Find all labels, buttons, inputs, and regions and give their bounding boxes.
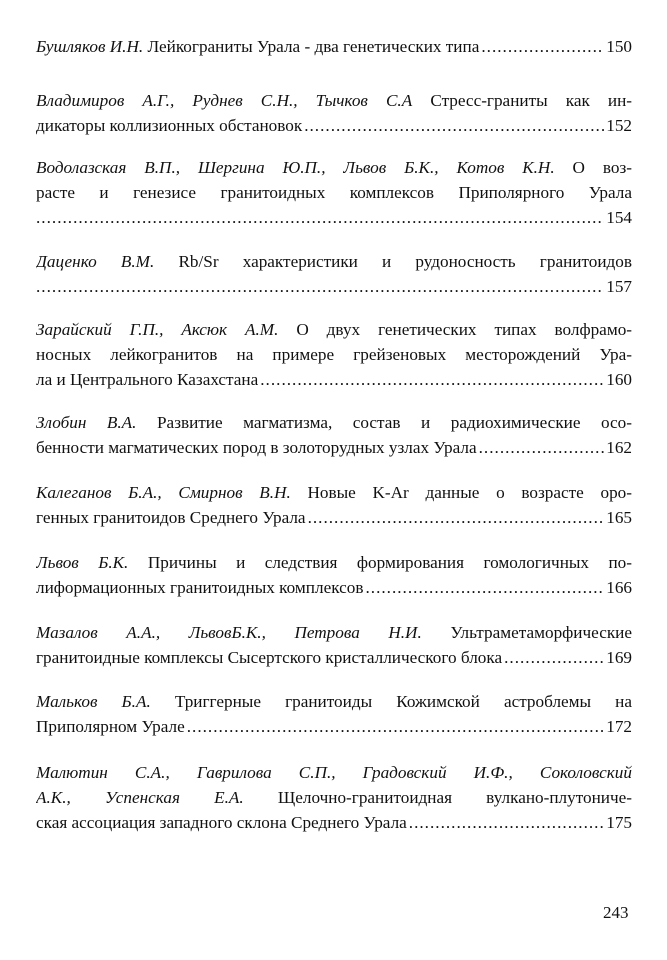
entry-page: 160 (606, 370, 632, 389)
toc-line (36, 714, 632, 739)
toc-line (36, 113, 632, 138)
entry-page: 150 (606, 37, 632, 56)
entry-title: расте и генезисе гранитоидных комплексов Приполярного Урала (36, 183, 632, 202)
entry-authors: Мальков Б.А. (36, 692, 151, 711)
dot-leader (365, 575, 604, 600)
toc-line (36, 435, 632, 460)
entry-title: Триггерные гранитоиды Кожимской астроблемы на (174, 692, 632, 711)
entry-authors: Зарайский Г.П., Аксюк А.М. (36, 320, 279, 339)
entry-title: генных гранитоидов Среднего Урала (36, 508, 306, 527)
toc-entry (36, 760, 632, 835)
entry-title: Ультраметаморфические (450, 623, 632, 642)
entry-title: О воз- (572, 158, 632, 177)
toc-entry (36, 689, 632, 739)
entry-page: 166 (606, 578, 632, 597)
entry-title: носных лейкогранитов на примере грейзеновых месторождений Ура- (36, 345, 632, 364)
entry-title: Новые K-Ar данные о возрасте оро- (307, 483, 632, 502)
entry-authors: Калеганов Б.А., Смирнов В.Н. (36, 483, 291, 502)
entry-title: Щелочно-гранитоидная вулкано-плутониче- (277, 788, 632, 807)
entry-authors: Мазалов А.А., ЛьвовБ.К., Петрова Н.И. (36, 623, 422, 642)
entry-authors: Даценко В.М. (36, 252, 155, 271)
toc-line (36, 575, 632, 600)
entry-title: ская ассоциация западного склона Среднего Урала (36, 813, 407, 832)
entry-title: бенности магматических пород в золоторудных узлах Урала (36, 438, 477, 457)
toc-line (36, 34, 632, 59)
entry-authors: Водолазская В.П., Шергина Ю.П., Львов Б.К., Котов К.Н. (36, 158, 555, 177)
entry-title: Развитие магматизма, состав и радиохимические осо- (157, 413, 632, 432)
toc-line (36, 274, 632, 299)
entry-page: 165 (606, 508, 632, 527)
toc-line (36, 88, 632, 113)
entry-authors: Малютин С.А., Гаврилова С.П., Градовский И.Ф., Соколовский (36, 763, 632, 782)
dot-leader (481, 34, 604, 59)
entry-title: Причины и следствия формирования гомологичных по- (147, 553, 632, 572)
entry-authors: Бушляков И.Н. (36, 37, 144, 56)
entry-title: Приполярном Урале (36, 717, 185, 736)
entry-page: 162 (606, 438, 632, 457)
entry-page: 172 (606, 717, 632, 736)
entry-title: гранитоидные комплексы Сысертского кристаллического блока (36, 648, 503, 667)
toc-entry (36, 155, 632, 230)
toc-line (36, 505, 632, 530)
toc-entry (36, 620, 632, 670)
dot-leader (36, 205, 604, 230)
toc-line (36, 155, 632, 180)
entry-title: ла и Центрального Казахстана (36, 370, 259, 389)
dot-leader (36, 274, 604, 299)
toc-line (36, 810, 632, 835)
entry-title: дикаторы коллизионных обстановок (36, 116, 303, 135)
entry-page: 175 (606, 813, 632, 832)
entry-authors: А.К., Успенская Е.А. (36, 788, 244, 807)
page-number: 243 (603, 903, 629, 922)
entry-authors: Львов Б.К. (36, 553, 129, 572)
toc-line (36, 249, 632, 274)
toc-line (36, 317, 632, 342)
entry-page: 157 (606, 277, 632, 296)
toc-line (36, 689, 632, 714)
dot-leader (304, 113, 604, 138)
dot-leader (260, 367, 604, 392)
toc-entry (36, 410, 632, 460)
toc-entry (36, 317, 632, 392)
toc-line (36, 785, 632, 810)
toc-line (36, 367, 632, 392)
toc-line (36, 550, 632, 575)
dot-leader (308, 505, 605, 530)
toc-line (36, 760, 632, 785)
entry-title: Rb/Sr характеристики и рудоносность гранитоидов (178, 252, 632, 271)
entry-title: Лейкограниты Урала - два генетических типа (147, 37, 480, 56)
entry-title: лиформационных гранитоидных комплексов (36, 578, 364, 597)
toc-entry (36, 88, 632, 138)
dot-leader (187, 714, 604, 739)
entry-page: 169 (606, 648, 632, 667)
entry-authors: Злобин В.А. (36, 413, 137, 432)
entry-title: Стресс-граниты как ин- (430, 91, 632, 110)
dot-leader (409, 810, 604, 835)
toc-entry (36, 480, 632, 530)
entry-authors: Владимиров А.Г., Руднев С.Н., Тычков С.А (36, 91, 413, 110)
dot-leader (479, 435, 605, 460)
entry-page: 152 (606, 116, 632, 135)
toc-line (36, 205, 632, 230)
entry-page: 154 (606, 208, 632, 227)
entry-title: О двух генетических типах волфрамо- (296, 320, 632, 339)
toc-entry (36, 34, 632, 59)
toc-line (36, 342, 632, 367)
toc-line (36, 180, 632, 205)
toc-line (36, 410, 632, 435)
dot-leader (504, 645, 604, 670)
toc-line (36, 620, 632, 645)
toc-entry (36, 550, 632, 600)
toc-entry (36, 249, 632, 299)
toc-line (36, 480, 632, 505)
toc-line (36, 645, 632, 670)
